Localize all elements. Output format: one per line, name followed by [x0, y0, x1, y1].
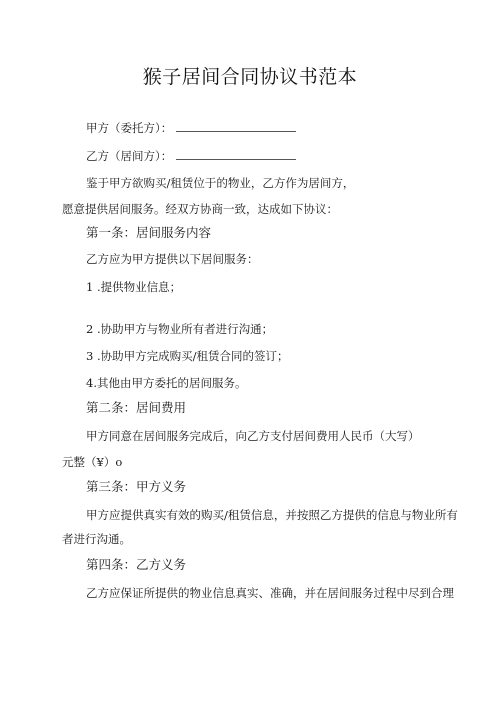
party-a-blank [176, 130, 296, 132]
article1-item-3: 3 .协助甲方完成购买/租赁合同的签订； [86, 349, 289, 363]
article1-item-2: 2 .协助甲方与物业所有者进行沟通； [86, 322, 274, 336]
article3-line-2: 者进行沟通。 [62, 532, 131, 546]
article2-line-1: 甲方同意在居间服务完成后，向乙方支付居间费用人民币（大写） [86, 429, 420, 443]
intro-line-2: 愿意提供居间服务。经双方协商一致，达成如下协议： [62, 202, 338, 216]
article1-item-1: 1 .提供物业信息； [86, 280, 182, 294]
article3-heading: 第三条：甲方义务 [86, 479, 187, 494]
article1-lead: 乙方应为甲方提供以下居间服务： [86, 252, 259, 266]
article4-heading: 第四条：乙方义务 [86, 557, 187, 572]
party-b-blank [176, 158, 296, 160]
party-b-label: 乙方（居间方）： [86, 149, 173, 163]
party-a-line [86, 121, 296, 135]
party-a-label: 甲方（委托方）： [86, 121, 173, 135]
article1-heading: 第一条：居间服务内容 [86, 225, 212, 240]
document-title: 猴子居间合同协议书范本 [142, 66, 358, 88]
article2-line-2: 元整（¥）o [62, 455, 123, 469]
article2-heading: 第二条：居间费用 [86, 400, 187, 415]
article3-line-1: 甲方应提供真实有效的购买/租赁信息，并按照乙方提供的信息与物业所有 [86, 508, 458, 522]
party-b-line [86, 149, 296, 163]
article1-item-4: 4.其他由甲方委托的居间服务。 [86, 376, 247, 390]
intro-line-1: 鉴于甲方欲购买/租赁位于的物业，乙方作为居间方， [86, 176, 355, 190]
article4-line-1: 乙方应保证所提供的物业信息真实、准确，并在居间服务过程中尽到合理 [86, 586, 454, 600]
